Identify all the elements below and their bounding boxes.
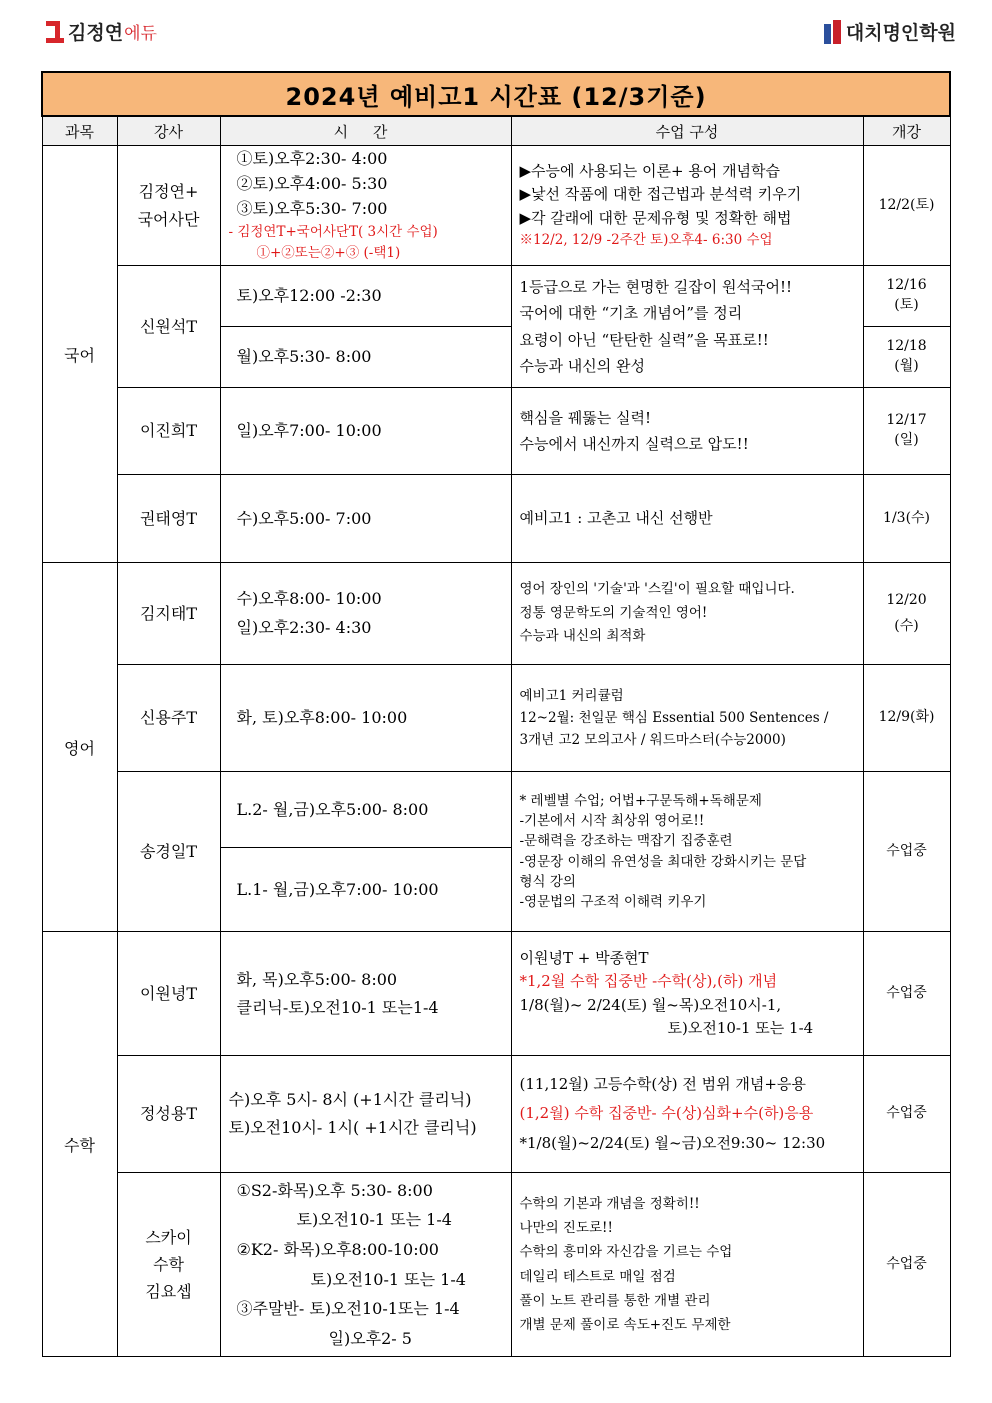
description-cell: 영어 장인의 '기술'과 '스킬'이 필요할 때입니다. 정통 영문학도의 기술적인 영어! 수능과 내신의 최적화 bbox=[511, 563, 863, 665]
col-time: 시 간 bbox=[220, 116, 511, 146]
subject-korean: 국어 bbox=[42, 146, 117, 563]
time-cell: 일)오후7:00- 10:00 bbox=[220, 388, 511, 475]
teacher-cell: 스카이 수학 김요셉 bbox=[117, 1173, 220, 1357]
time-cell: L.1- 월,금)오후7:00- 10:00 bbox=[220, 848, 511, 932]
subject-math: 수학 bbox=[42, 932, 117, 1357]
description-cell: ▶수능에 사용되는 이론+ 용어 개념학습 ▶낯선 작품에 대한 접근법과 분석력 키우기 ▶각 갈래에 대한 문제유형 및 정확한 해법 ※12/2, 12/9 -2주간 토)오후4- 6:30 수업 bbox=[511, 146, 863, 266]
col-start: 개강 bbox=[863, 116, 950, 146]
description-cell: (11,12월) 고등수학(상) 전 범위 개념+응용 (1,2월) 수학 집중반- 수(상)심화+수(하)응용 *1/8(월)~2/24(토) 월~금)오전9:30~ 12:30 bbox=[511, 1056, 863, 1173]
start-date-cell: 수업중 bbox=[863, 1173, 950, 1357]
table-row bbox=[42, 475, 950, 563]
teacher-cell: 권태영T bbox=[117, 475, 220, 563]
time-cell: ①토)오후2:30- 4:00 ②토)오후4:00- 5:30 ③토)오후5:30- 7:00 - 김정연T+국어사단T( 3시간 수업) ①+②또는②+③ (-택1) bbox=[220, 146, 511, 266]
description-cell: 예비고1 커리큘럼 12~2월: 천일문 핵심 Essential 500 Sentences / 3개년 고2 모의고사 / 워드마스터(수능2000) bbox=[511, 665, 863, 772]
start-date-cell: 12/9(화) bbox=[863, 665, 950, 772]
table-row bbox=[42, 665, 950, 772]
time-cell: ①S2-화목)오후 5:30- 8:00 토)오전10-1 또는 1-4 ②K2- 화목)오후8:00-10:00 토)오전10-1 또는 1-4 ③주말반- 토)오전10-1또는 1-4 일)오후2- 5 bbox=[220, 1173, 511, 1357]
teacher-cell: 이원녕T bbox=[117, 932, 220, 1056]
col-subject: 과목 bbox=[42, 116, 117, 146]
time-cell: 수)오후5:00- 7:00 bbox=[220, 475, 511, 563]
start-date-cell: 12/2(토) bbox=[863, 146, 950, 266]
col-teacher: 강사 bbox=[117, 116, 220, 146]
table-row bbox=[42, 1056, 950, 1173]
schedule-table bbox=[41, 71, 951, 1357]
time-cell: 수)오후8:00- 10:00 일)오후2:30- 4:30 bbox=[220, 563, 511, 665]
time-cell: 토)오후12:00 -2:30 bbox=[220, 266, 511, 327]
table-row bbox=[42, 266, 950, 327]
kimjungyeon-logo bbox=[46, 18, 157, 45]
start-date-cell: 12/16 (토) bbox=[863, 266, 950, 327]
logo-sub: 에듀 bbox=[124, 24, 157, 44]
teacher-cell: 정성용T bbox=[117, 1056, 220, 1173]
page-title: 2024년 예비고1 시간표 (12/3기준) bbox=[42, 72, 950, 116]
logo-name: 김정연 bbox=[68, 22, 124, 44]
start-date-cell: 수업중 bbox=[863, 1056, 950, 1173]
table-row bbox=[42, 932, 950, 1056]
time-cell: L.2- 월,금)오후5:00- 8:00 bbox=[220, 772, 511, 848]
academy-name: 대치명인학원 bbox=[845, 22, 956, 44]
teacher-cell: 김정연+ 국어사단 bbox=[117, 146, 220, 266]
start-date-cell: 12/18 (월) bbox=[863, 327, 950, 388]
table-row bbox=[42, 146, 950, 266]
description-cell: 수학의 기본과 개념을 정확히!! 나만의 진도로!! 수학의 흥미와 자신감을 기르는 수업 데일리 테스트로 매일 점검 풀이 노트 관리를 통한 개별 관리 개별 문제 풀이로 속도+진도 무제한 bbox=[511, 1173, 863, 1357]
table-row bbox=[42, 772, 950, 848]
description-cell: 예비고1 : 고촌고 내신 선행반 bbox=[511, 475, 863, 563]
teacher-cell: 신원석T bbox=[117, 266, 220, 388]
kimjungyeon-logo-icon bbox=[46, 21, 66, 43]
time-cell: 월)오후5:30- 8:00 bbox=[220, 327, 511, 388]
table-row bbox=[42, 1173, 950, 1357]
daechi-myeongin-logo bbox=[824, 18, 956, 45]
subject-english: 영어 bbox=[42, 563, 117, 932]
table-row bbox=[42, 563, 950, 665]
start-date-cell: 1/3(수) bbox=[863, 475, 950, 563]
table-row bbox=[42, 388, 950, 475]
description-cell: 이원녕T + 박종현T *1,2월 수학 집중반 -수학(상),(하) 개념 1/8(월)~ 2/24(토) 월~목)오전10시-1, 토)오전10-1 또는 1-4 bbox=[511, 932, 863, 1056]
start-date-cell: 수업중 bbox=[863, 932, 950, 1056]
teacher-cell: 이진희T bbox=[117, 388, 220, 475]
col-description: 수업 구성 bbox=[511, 116, 863, 146]
teacher-cell: 신용주T bbox=[117, 665, 220, 772]
description-cell: 1등급으로 가는 현명한 길잡이 원석국어!! 국어에 대한 “기초 개념어”를 정리 요령이 아닌 “탄탄한 실력”을 목표로!! 수능과 내신의 완성 bbox=[511, 266, 863, 388]
table-header bbox=[42, 116, 950, 146]
time-cell: 화, 토)오후8:00- 10:00 bbox=[220, 665, 511, 772]
start-date-cell: 수업중 bbox=[863, 772, 950, 932]
start-date-cell: 12/20 (수) bbox=[863, 563, 950, 665]
start-date-cell: 12/17 (일) bbox=[863, 388, 950, 475]
academy-logo-icon bbox=[824, 20, 842, 44]
description-cell: * 레벨별 수업; 어법+구문독해+독해문제 -기본에서 시작 최상위 영어로!! -문해력을 강조하는 맥잡기 집중훈련 -영문장 이해의 유연성을 최대한 강화시키는 문답 형식 강의 -영문법의 구조적 이해력 키우기 bbox=[511, 772, 863, 932]
time-cell: 화, 목)오후5:00- 8:00 클리닉-토)오전10-1 또는1-4 bbox=[220, 932, 511, 1056]
description-cell: 핵심을 꿰뚫는 실력! 수능에서 내신까지 실력으로 압도!! bbox=[511, 388, 863, 475]
time-cell: 수)오후 5시- 8시 (+1시간 클리닉) 토)오전10시- 1시( +1시간 클리닉) bbox=[220, 1056, 511, 1173]
teacher-cell: 김지태T bbox=[117, 563, 220, 665]
teacher-cell: 송경일T bbox=[117, 772, 220, 932]
